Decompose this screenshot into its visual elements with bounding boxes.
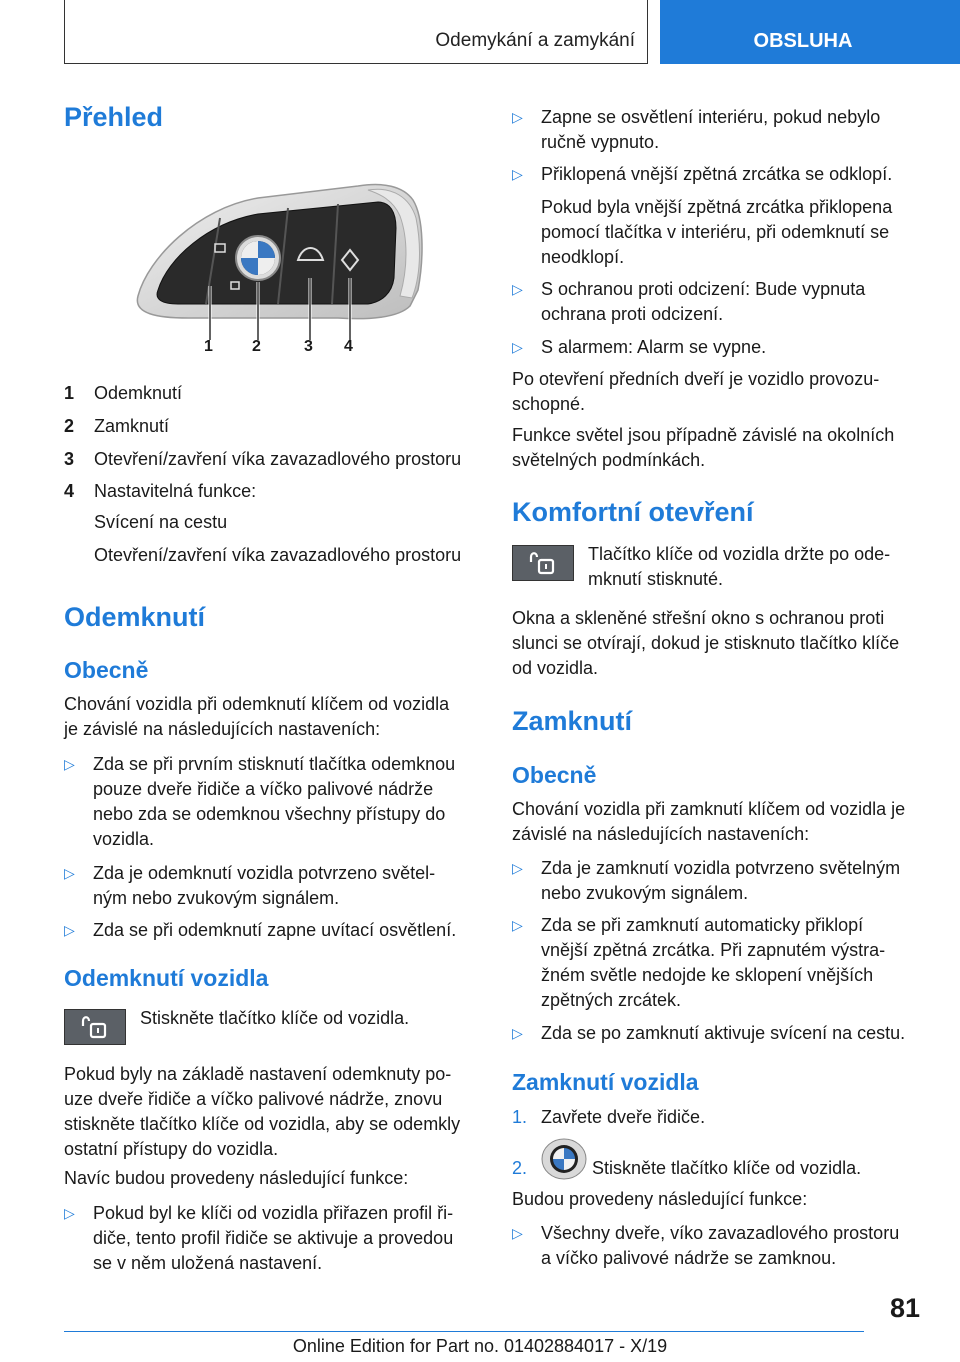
section-title: OBSLUHA bbox=[753, 30, 853, 52]
ready-text: Po otevření předních dveří je vozidlo provozu- schopné. bbox=[512, 369, 880, 414]
triangle-bullet-icon: ▷ bbox=[64, 756, 75, 772]
after-steps-intro: Budou provedeny následující funkce: bbox=[512, 1189, 808, 1209]
mirror-note: Pokud byla vnější zpětná zrcátka přiklopena pomocí tlačítka v interiéru, při odemknutí se neodklopí. bbox=[541, 197, 893, 267]
unlock-button-icon bbox=[512, 545, 574, 581]
legend-subitem: Otevření/zavření víka zavazadlového prostoru bbox=[94, 545, 462, 565]
unlock-button-icon bbox=[64, 1009, 126, 1045]
open-padlock-icon bbox=[513, 546, 573, 580]
step-item: 2. bbox=[512, 1158, 528, 1178]
lock-general-heading: Obecně bbox=[512, 762, 597, 788]
figure-callout-2: 2 bbox=[252, 338, 261, 355]
open-padlock-icon bbox=[65, 1010, 125, 1044]
chapter-title: Odemykání a zamykání bbox=[435, 30, 635, 51]
step-text: Stiskněte tlačítko klíče od vozidla. bbox=[592, 1158, 862, 1178]
bmw-logo-button-icon bbox=[541, 1138, 587, 1180]
step-item: 1. Zavřete dveře řidiče. bbox=[512, 1107, 706, 1127]
comfort-heading: Komfortní otevření bbox=[512, 497, 754, 527]
figure-callout-3: 3 bbox=[304, 338, 313, 355]
triangle-bullet-icon: ▷ bbox=[512, 166, 523, 182]
lock-heading: Zamknutí bbox=[512, 706, 633, 736]
triangle-bullet-icon: ▷ bbox=[64, 865, 75, 881]
figure-callout-1: 1 bbox=[204, 338, 213, 355]
lock-vehicle-heading: Zamknutí vozidla bbox=[512, 1069, 699, 1095]
footer-divider bbox=[64, 1331, 864, 1332]
figure-callout-4: 4 bbox=[344, 338, 353, 355]
triangle-bullet-icon: ▷ bbox=[512, 109, 523, 125]
overview-heading: Přehled bbox=[64, 102, 164, 132]
triangle-bullet-icon: ▷ bbox=[512, 281, 523, 297]
comfort-instruction: Tlačítko klíče od vozidla držte po ode- mknutí stisknuté. bbox=[588, 544, 891, 589]
triangle-bullet-icon: ▷ bbox=[512, 339, 523, 355]
triangle-bullet-icon: ▷ bbox=[64, 922, 75, 938]
lights-text: Funkce světel jsou případně závislé na okolních světelných podmínkách. bbox=[512, 425, 895, 470]
general-heading: Obecně bbox=[64, 657, 149, 683]
lock-general-text: Chování vozidla při zamknutí klíčem od vozidla je závislé na následujících nastaveních: bbox=[512, 799, 906, 844]
key-fob-illustration bbox=[128, 178, 428, 360]
triangle-bullet-icon: ▷ bbox=[512, 917, 523, 933]
unlock-heading: Odemknutí bbox=[64, 602, 206, 632]
edition-footer: Online Edition for Part no. 01402884017 - X/19 bbox=[292, 1336, 668, 1356]
general-text: Chování vozidla při odemknutí klíčem od vozidla je závislé na následujících nastaveních: bbox=[64, 694, 450, 739]
header-chapter-box bbox=[64, 0, 648, 64]
comfort-text: Okna a skleněné střešní okno s ochranou proti slunci se otvírají, dokud je stisknuto tlačítko klíče od vozidla. bbox=[512, 608, 900, 678]
unlock-vehicle-heading: Odemknutí vozidla bbox=[64, 965, 269, 991]
unlock-vehicle-text: Pokud byly na základě nastavení odemknuty po- uze dveře řidiče a víčko palivové nádrže, znovu stiskněte tlačítko klíče od vozidla, aby se odemkly ostatní přístupy do vozidla. bbox=[64, 1064, 461, 1159]
triangle-bullet-icon: ▷ bbox=[64, 1205, 75, 1221]
functions-intro: Navíc budou provedeny následující funkce: bbox=[64, 1168, 409, 1188]
legend-subitem: Svícení na cestu bbox=[94, 512, 228, 532]
triangle-bullet-icon: ▷ bbox=[512, 1025, 523, 1041]
page-header bbox=[0, 0, 960, 66]
triangle-bullet-icon: ▷ bbox=[512, 1225, 523, 1241]
page-number: 81 bbox=[890, 1293, 921, 1323]
unlock-vehicle-instruction: Stiskněte tlačítko klíče od vozidla. bbox=[140, 1008, 410, 1028]
triangle-bullet-icon: ▷ bbox=[512, 860, 523, 876]
header-section-tab[interactable] bbox=[660, 0, 960, 64]
